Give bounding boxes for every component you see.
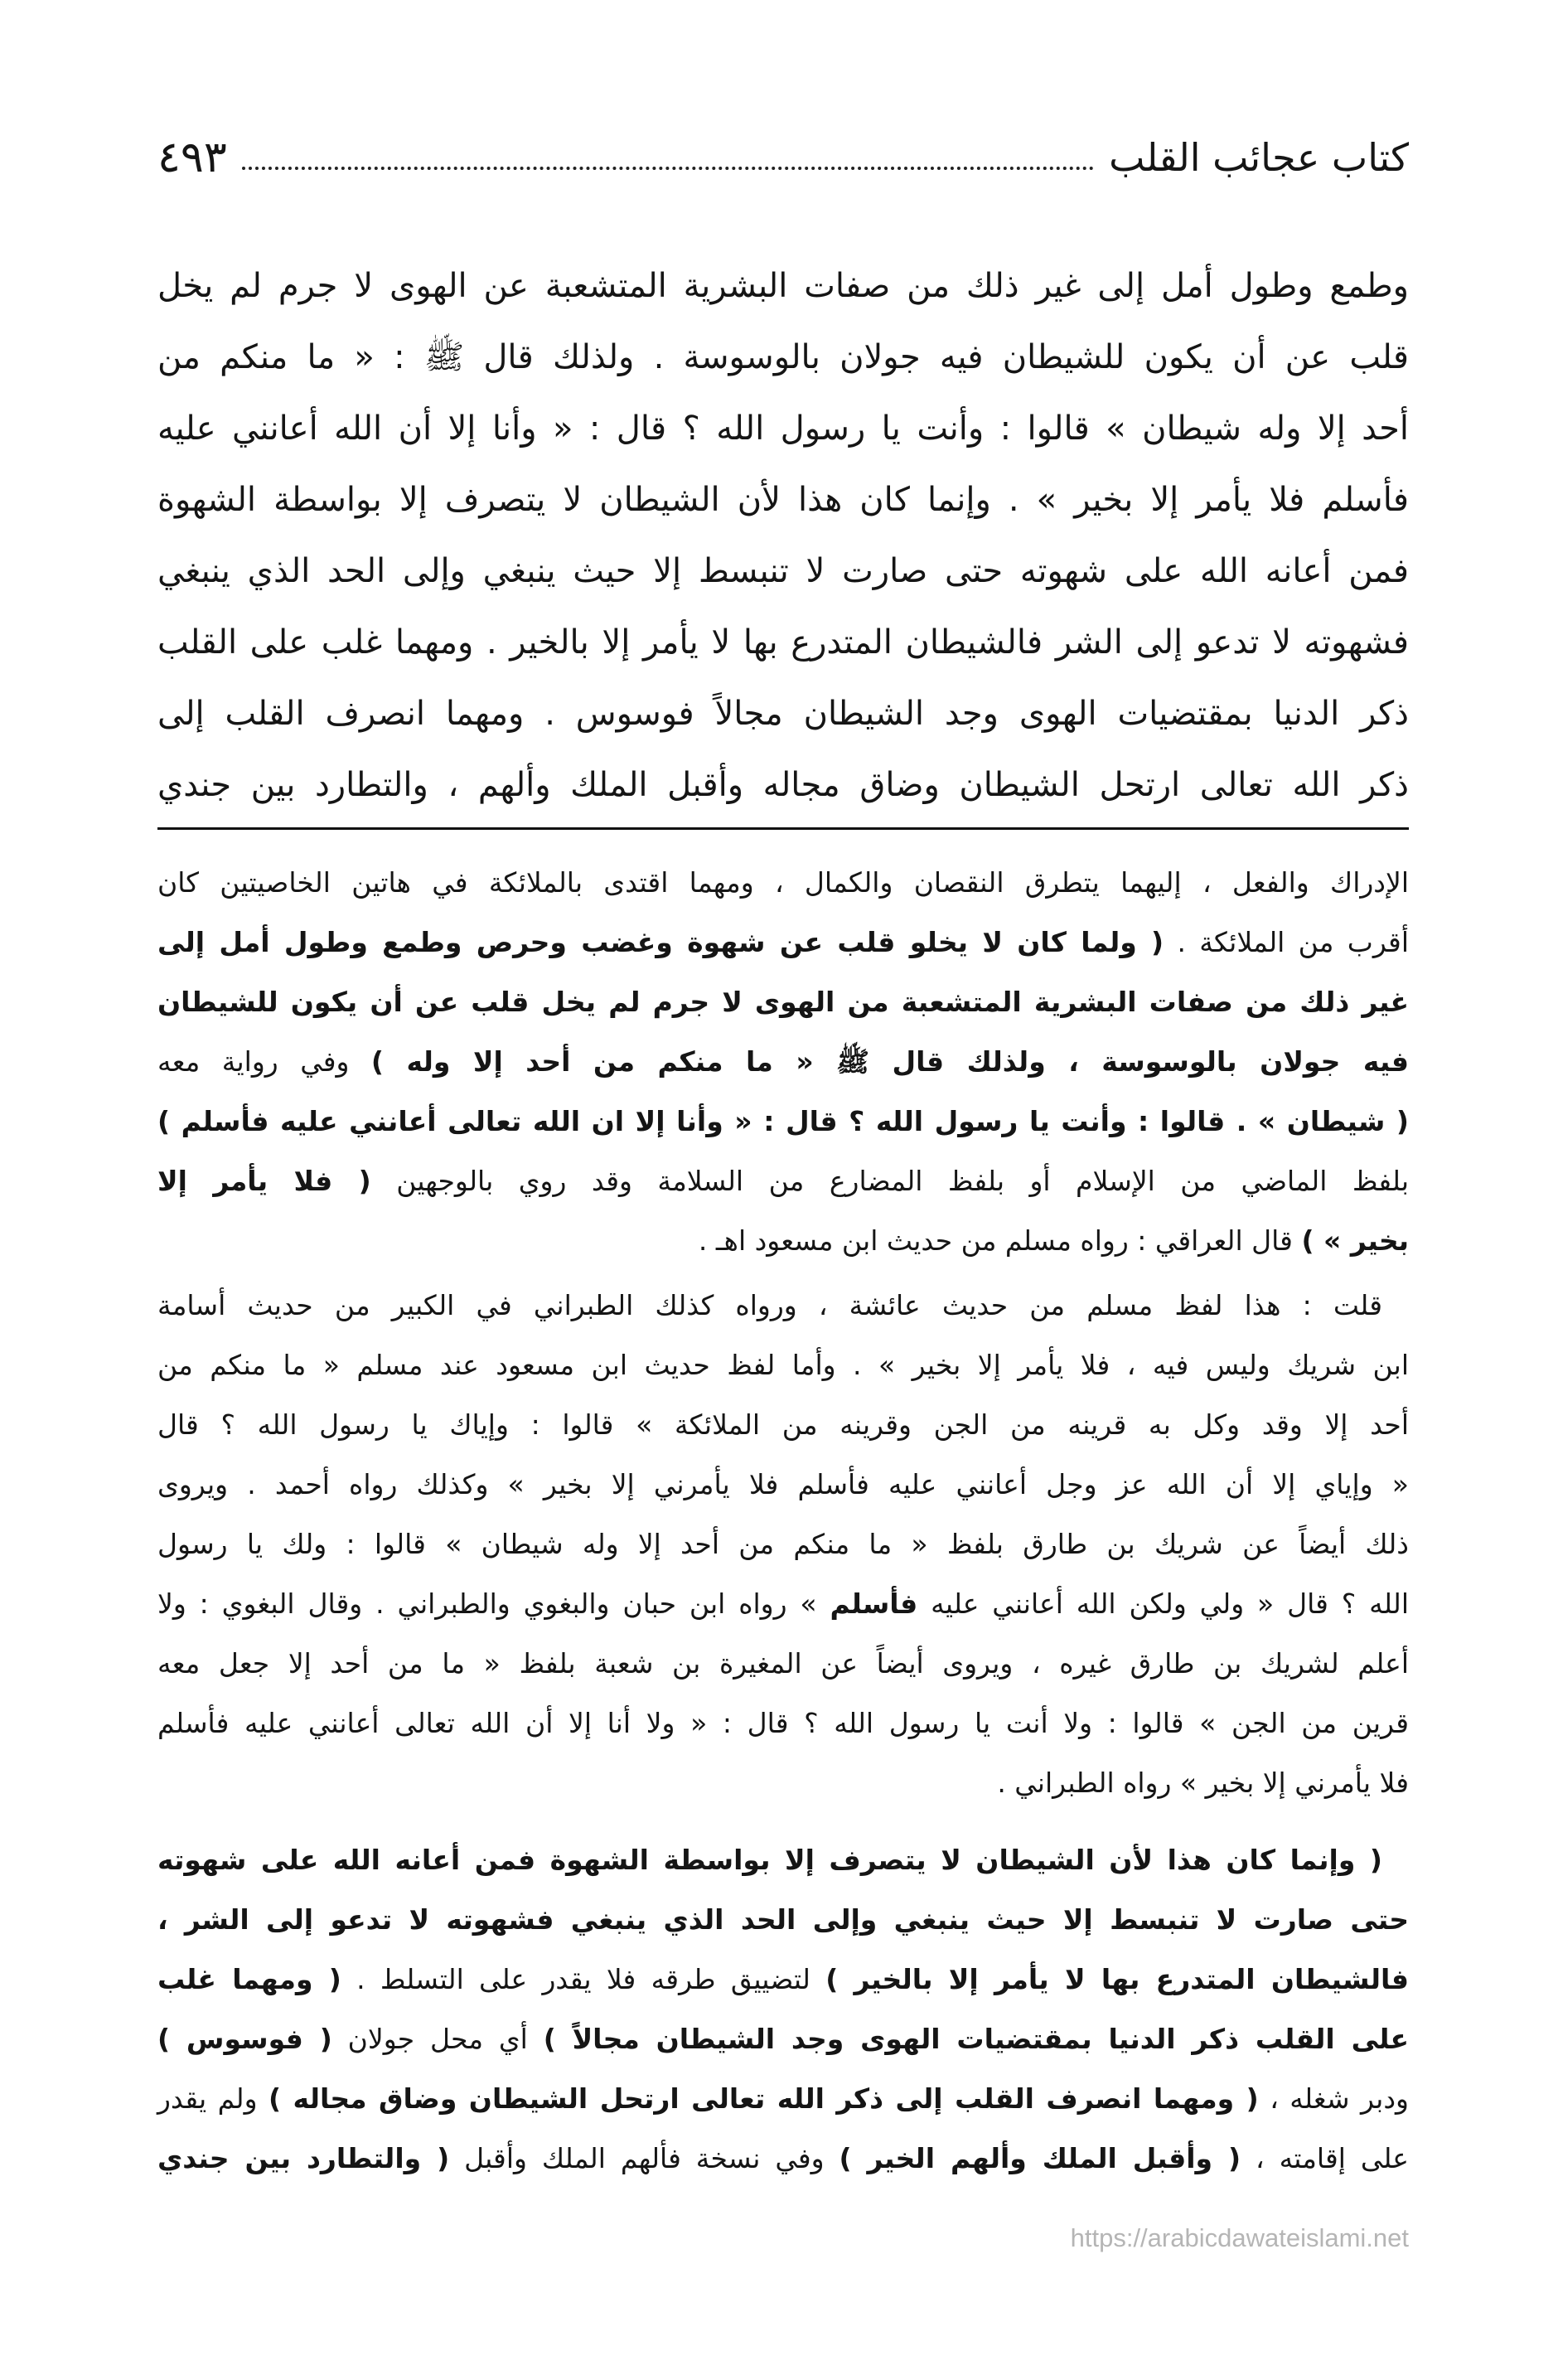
text-run: ودبر شغله ، xyxy=(1258,2082,1409,2115)
bold-text-run: ( وأقبل الملك وألهم الخير ) xyxy=(839,2142,1241,2174)
main-text-line: وطمع وطول أمل إلى غير ذلك من صفات البشرية المتشعبة عن الهوى لا جرم لم يخل xyxy=(157,267,1409,305)
text-run: لتضييق طرقه فلا يقدر على التسلط . xyxy=(341,1963,826,1995)
running-header xyxy=(157,128,1409,187)
bold-text-run: حتى صارت لا تنبسط إلا حيث ينبغي وإلى الحد الذي ينبغي فشهوته لا تدعو إلى الشر ، xyxy=(157,1903,1409,1936)
bold-text-run: ( وإنما كان هذا لأن الشيطان لا يتصرف إلا بواسطة الشهوة فمن أعانه الله على شهوته xyxy=(157,1844,1382,1876)
text-run: » رواه ابن حبان والبغوي والطبراني . وقال البغوي : ولا xyxy=(157,1587,830,1620)
text-run: فلا يأمرني إلا بخير » رواه الطبراني . xyxy=(997,1767,1409,1799)
bold-text-run: على القلب ذكر الدنيا بمقتضيات الهوى وجد الشيطان مجالاً ) xyxy=(543,2023,1409,2055)
main-text-line: أحد إلا وله شيطان » قالوا : وأنت يا رسول الله ؟ قال : « وأنا إلا أن الله أعانني عليه xyxy=(157,410,1409,448)
bold-text-run: فالشيطان المتدرع بها لا يأمر إلا بالخير ) xyxy=(825,1963,1409,1995)
text-run: ذلك أيضاً عن شريك بن طارق بلفظ « ما منكم من أحد إلا وله شيطان » قالوا : ولك يا رسول xyxy=(157,1528,1409,1560)
commentary-line xyxy=(157,1335,1409,1395)
text-run: قرين من الجن » قالوا : ولا أنت يا رسول الله ؟ قال : « ولا أنا إلا أن الله تعالى أعانني عليه فأسلم xyxy=(157,1707,1409,1739)
bold-text-run: غير ذلك من صفات البشرية المتشعبة من الهوى لا جرم لم يخل قلب عن أن يكون للشيطان xyxy=(157,986,1409,1018)
bold-text-run: فأسلم xyxy=(830,1587,918,1620)
commentary-line xyxy=(157,1634,1409,1694)
footnote-separator-rule xyxy=(157,827,1409,830)
dot-leader xyxy=(242,167,1094,170)
commentary-line xyxy=(157,2069,1409,2129)
text-run: وفي نسخة فألهم الملك وأقبل xyxy=(449,2142,839,2174)
main-text xyxy=(157,250,1409,821)
bold-text-run: ( ومهما غلب xyxy=(157,1963,341,1995)
commentary-paragraph-2 xyxy=(157,1276,1409,1813)
commentary-line xyxy=(157,2009,1409,2069)
text-run: الإدراك والفعل ، إليهما يتطرق النقصان والكمال ، ومهما اقتدى بالملائكة في هاتين الخاصيتين كان xyxy=(157,866,1409,899)
commentary-line xyxy=(157,1830,1409,1890)
commentary-line xyxy=(157,1694,1409,1753)
main-text-line: قلب عن أن يكون للشيطان فيه جولان بالوسوسة . ولذلك قال ﷺ : « ما منكم من xyxy=(157,338,1409,376)
commentary-line xyxy=(157,1753,1409,1813)
main-text-line: فمن أعانه الله على شهوته حتى صارت لا تنبسط إلا حيث ينبغي وإلى الحد الذي ينبغي xyxy=(157,552,1409,590)
commentary-line xyxy=(157,1455,1409,1515)
main-text-line: ذكر الله تعالى ارتحل الشيطان وضاق مجاله وأقبل الملك وألهم ، والتطارد بين جندي xyxy=(157,766,1409,804)
text-run: ابن شريك وليس فيه ، فلا يأمر إلا بخير » . وأما لفظ حديث ابن مسعود عند مسلم « ما منكم من xyxy=(157,1349,1409,1381)
text-run: بلفظ الماضي من الإسلام أو بلفظ المضارع من السلامة وقد روي بالوجهين xyxy=(370,1165,1409,1197)
commentary-paragraph-1 xyxy=(157,853,1409,1271)
commentary-line xyxy=(157,1950,1409,2009)
bold-text-run: ( فلا يأمر إلا xyxy=(157,1165,371,1197)
commentary-line xyxy=(157,2129,1409,2189)
commentary-line xyxy=(157,1890,1409,1950)
main-text-line: ذكر الدنيا بمقتضيات الهوى وجد الشيطان مجالاً فوسوس . ومهما انصرف القلب إلى xyxy=(157,695,1409,733)
bold-text-run: ( ولما كان لا يخلو قلب عن شهوة وغضب وحرص وطمع وطول أمل إلى xyxy=(157,926,1164,958)
bold-text-run: فيه جولان بالوسوسة ، ولذلك قال ﷺ « ما منكم من أحد إلا وله ) xyxy=(370,1045,1409,1078)
text-run: أعلم لشريك بن طارق غيره ، ويروى أيضاً عن المغيرة بن شعبة بلفظ « ما من أحد إلا جعل معه xyxy=(157,1647,1409,1680)
commentary-line xyxy=(157,972,1409,1032)
bold-text-run: ( والتطارد بين جندي xyxy=(157,2142,450,2174)
commentary-paragraph-3 xyxy=(157,1830,1409,2189)
text-run: ولم يقدر xyxy=(157,2082,269,2115)
bold-text-run: ( فوسوس ) xyxy=(157,2023,332,2055)
main-text-line: فأسلم فلا يأمر إلا بخير » . وإنما كان هذا لأن الشيطان لا يتصرف إلا بواسطة الشهوة xyxy=(157,481,1409,519)
commentary-line xyxy=(157,853,1409,913)
bold-text-run: ( ومهما انصرف القلب إلى ذكر الله تعالى ارتحل الشيطان وضاق مجاله ) xyxy=(269,2082,1259,2115)
website-watermark: https://arabicdawateislami.net xyxy=(1070,2223,1409,2252)
commentary-line xyxy=(157,1515,1409,1574)
text-run: وفي رواية معه xyxy=(157,1045,371,1078)
commentary-line xyxy=(157,1395,1409,1455)
commentary-line xyxy=(157,1151,1409,1211)
text-run: أي محل جولان xyxy=(331,2023,544,2055)
text-run: على إقامته ، xyxy=(1241,2142,1409,2174)
page-number: ٤٩٣ xyxy=(157,133,227,182)
commentary-line xyxy=(157,1211,1409,1271)
book-section-title: كتاب عجائب القلب xyxy=(1109,135,1409,180)
commentary-line xyxy=(157,1032,1409,1092)
text-run: أقرب من الملائكة . xyxy=(1164,926,1409,958)
text-run: « وإياي إلا أن الله عز وجل أعانني عليه فأسلم فلا يأمرني إلا بخير » وكذلك رواه أحمد . ويروى xyxy=(157,1468,1409,1500)
text-run: قلت : هذا لفظ مسلم من حديث عائشة ، ورواه كذلك الطبراني في الكبير من حديث أسامة xyxy=(157,1289,1382,1321)
commentary-line xyxy=(157,1276,1409,1335)
commentary-line xyxy=(157,1092,1409,1151)
bold-text-run: بخير » ) xyxy=(1301,1224,1409,1257)
bold-text-run: ( شيطان » . قالوا : وأنت يا رسول الله ؟ قال : « وأنا إلا ان الله تعالى أعانني عليه فأسلم ) xyxy=(157,1105,1409,1137)
commentary-line xyxy=(157,913,1409,972)
text-run: قال العراقي : رواه مسلم من حديث ابن مسعود اهـ . xyxy=(698,1224,1302,1257)
text-run: أحد إلا وقد وكل به قرينه من الجن وقرينه من الملائكة » قالوا : وإياك يا رسول الله ؟ قال xyxy=(157,1408,1409,1441)
text-run: الله ؟ قال « ولي ولكن الله أعانني عليه xyxy=(917,1587,1409,1620)
commentary-line xyxy=(157,1574,1409,1634)
main-text-line: فشهوته لا تدعو إلى الشر فالشيطان المتدرع بها لا يأمر إلا بالخير . ومهما غلب على القلب xyxy=(157,623,1409,662)
